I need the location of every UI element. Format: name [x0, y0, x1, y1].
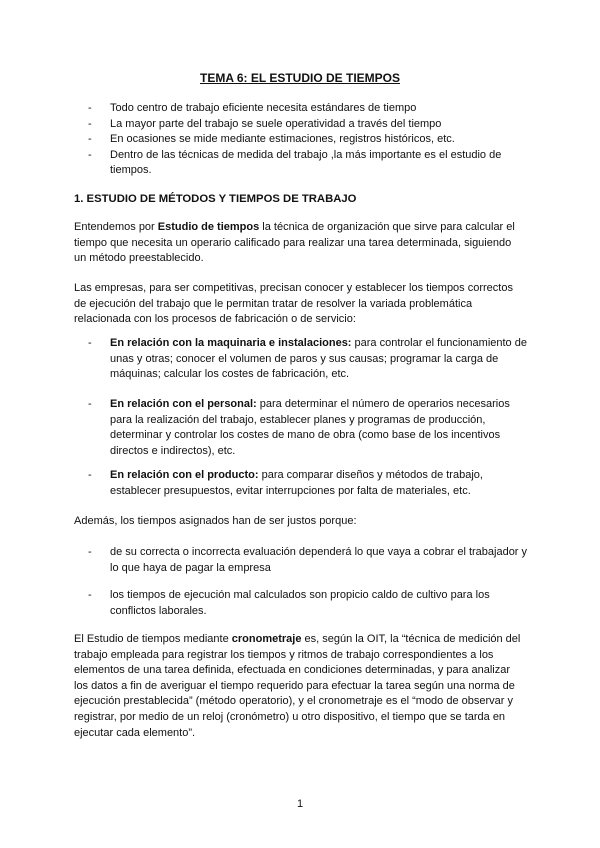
reasons-list [88, 588, 528, 619]
bold-term: En relación con la maquinaria e instalaciones: [110, 337, 352, 349]
intro-bullet-list [88, 101, 528, 179]
relations-list [88, 468, 528, 499]
list-item: - Dentro de las técnicas de medida del trabajo ,la más importante es el estudio de tiempos. [88, 148, 502, 177]
list-item: - En ocasiones se mide mediante estimaciones, registros históricos, etc. [88, 132, 528, 148]
bullet-dash: - [88, 117, 92, 130]
page-number: 1 [296, 798, 304, 810]
list-item: - En relación con el personal: para determinar el número de operarios necesarios para la realización del trabajo, establecer planes y programas de producción, determinar y controlar los costes de mano de obra (como base de los incentivos directos e indirectos), etc. [88, 398, 510, 457]
document-title: TEMA 6: EL ESTUDIO DE TIEMPOS [199, 71, 401, 85]
bullet-dash: - [88, 337, 92, 349]
paragraph-companies: Las empresas, para ser competitivas, precisan conocer y establecer los tiempos correctos de ejecución del trabajo que le permitan tratar de resolver la variada problemática relacionada con los procesos de fabricación o de servicio: [74, 282, 513, 326]
bullet-dash: - [88, 148, 92, 161]
bullet-dash: - [88, 469, 92, 481]
bullet-dash: - [88, 102, 92, 114]
list-item: - los tiempos de ejecución mal calculados son propicio caldo de cultivo para los conflictos laborales. [88, 589, 490, 617]
bold-term: Estudio de tiempos [157, 221, 260, 233]
bullet-dash: - [88, 398, 92, 410]
list-item: - Todo centro de trabajo eficiente necesita estándares de tiempo [88, 101, 528, 117]
list-item: - La mayor parte del trabajo se suele operatividad a través del tiempo [88, 117, 528, 133]
section-heading: 1. ESTUDIO DE MÉTODOS Y TIEMPOS DE TRABAJO [74, 193, 357, 205]
bullet-dash: - [88, 589, 92, 601]
relations-list [88, 336, 528, 383]
paragraph-cronometraje: El Estudio de tiempos mediante cronometraje es, según la OIT, la “técnica de medición del trabajo empleada para registrar los tiempos y ritmos de trabajo correspondientes a los elementos de una tarea definida, efectuada en condiciones determinadas, y para analizar los datos a fin de averiguar el tiempo requerido para efectuar la tarea según una norma de ejecución prestablecida” (método operatorio), y el cronometraje es el “modo de observar y registrar, por medio de un reloj (cronómetro) u otro dispositivo, el tiempo que se tarda en ejecutar cada elemento”. [74, 633, 521, 739]
relations-list [88, 397, 528, 459]
bold-term: En relación con el personal: [110, 398, 257, 410]
list-item: - de su correcta o incorrecta evaluación dependerá lo que vaya a cobrar el trabajador y lo que haya de pagar la empresa [88, 546, 528, 574]
paragraph-definition: Entendemos por Estudio de tiempos la técnica de organización que sirve para calcular el tiempo que necesita un operario calificado para realizar una tarea determinada, siguiendo un método preestablecido. [74, 221, 515, 265]
reasons-list [88, 545, 528, 576]
bold-term: cronometraje [231, 633, 302, 645]
list-item: - En relación con la maquinaria e instalaciones: para controlar el funcionamiento de unas y otras; conocer el volumen de paros y sus causas; programar la carga de máquinas; calcular los costes de fabricación, etc. [88, 337, 527, 381]
list-item: - En relación con el producto: para comparar diseños y métodos de trabajo, establecer presupuestos, evitar interrupciones por falta de materiales, etc. [88, 469, 483, 497]
bold-term: En relación con el producto: [110, 469, 259, 481]
paragraph-fair-times: Además, los tiempos asignados han de ser justos porque: [74, 515, 357, 527]
bullet-dash: - [88, 546, 92, 558]
bullet-dash: - [88, 133, 92, 146]
